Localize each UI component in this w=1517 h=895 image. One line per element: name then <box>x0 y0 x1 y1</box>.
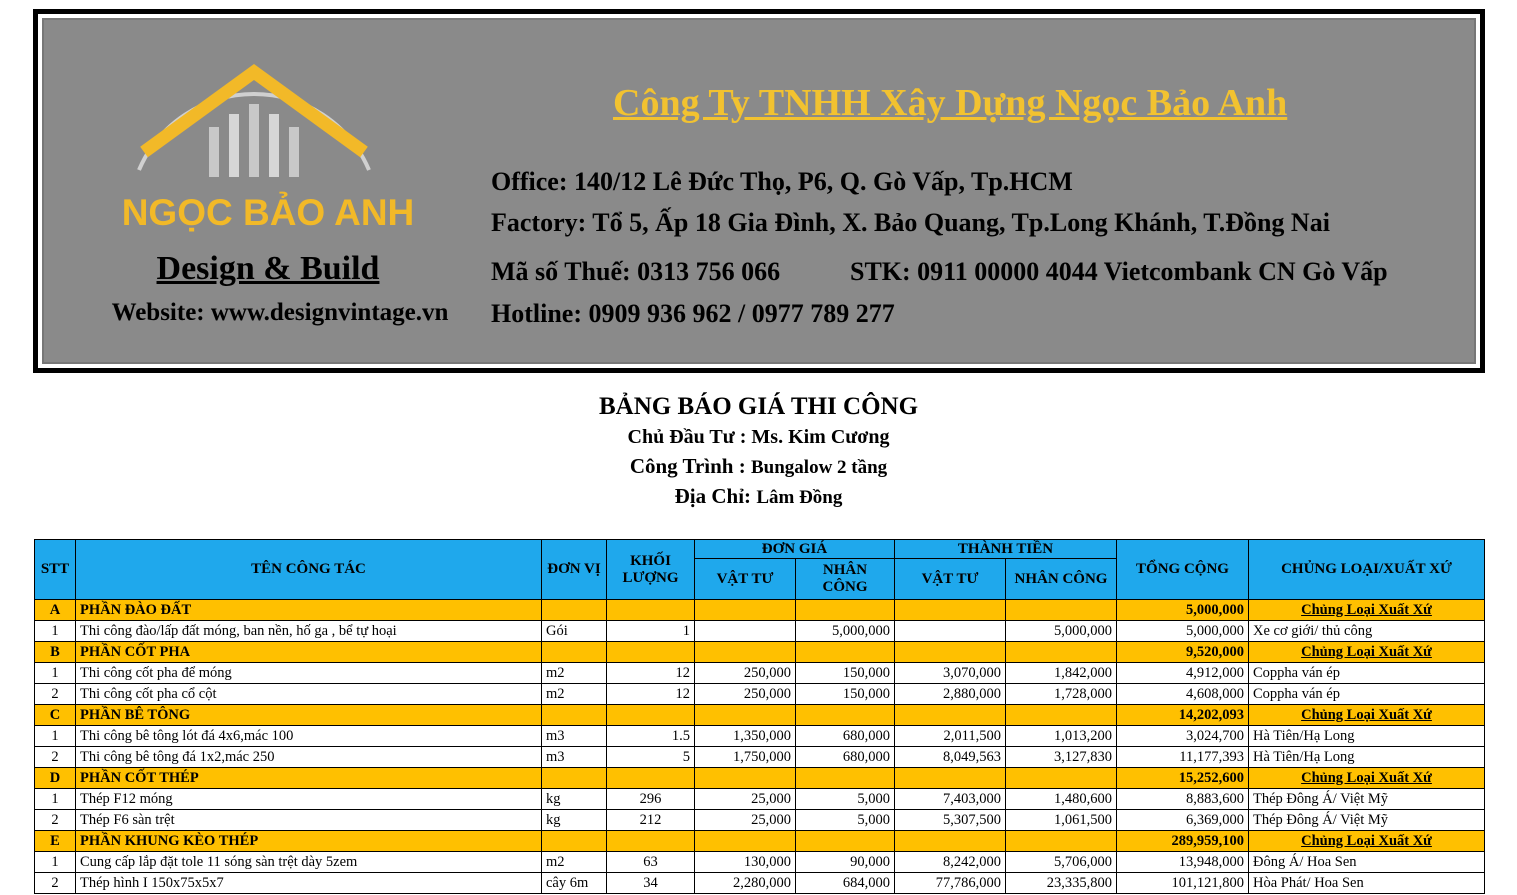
company-banner <box>33 9 1485 373</box>
row-unit: cây 6m <box>542 873 607 894</box>
row-unit-price-material: 250,000 <box>695 684 796 705</box>
row-quantity: 296 <box>607 789 695 810</box>
row-unit: kg <box>542 789 607 810</box>
table-row <box>35 852 1485 873</box>
row-amount-material: 2,880,000 <box>895 684 1006 705</box>
row-origin: Hà Tiên/Hạ Long <box>1249 726 1485 747</box>
row-task-name: Thi công đào/lấp đất móng, ban nền, hố ga , bể tự hoại <box>76 621 542 642</box>
empty-cell <box>1006 768 1117 789</box>
address-value: Lâm Đồng <box>756 487 843 508</box>
factory-address: Factory: Tổ 5, Ấp 18 Gia Đình, X. Bảo Quang, Tp.Long Khánh, T.Đồng Nai <box>491 208 1330 237</box>
section-code: E <box>35 831 76 852</box>
tax-code: Mã số Thuế: 0313 756 066 <box>491 257 781 286</box>
empty-cell <box>796 768 895 789</box>
empty-cell <box>895 705 1006 726</box>
row-unit-price-material: 130,000 <box>695 852 796 873</box>
empty-cell <box>796 831 895 852</box>
row-quantity: 12 <box>607 684 695 705</box>
row-stt: 2 <box>35 810 76 831</box>
row-amount-labor: 23,335,800 <box>1006 873 1117 894</box>
empty-cell <box>695 831 796 852</box>
empty-cell <box>607 831 695 852</box>
row-origin: Thép Đông Á/ Việt Mỹ <box>1249 789 1485 810</box>
house-roof-logo-icon <box>104 42 384 192</box>
table-row <box>35 810 1485 831</box>
row-amount-labor: 1,013,200 <box>1006 726 1117 747</box>
section-origin-label: Chủng Loại Xuất Xứ <box>1249 705 1485 726</box>
row-origin: Đông Á/ Hoa Sen <box>1249 852 1485 873</box>
table-row <box>35 726 1485 747</box>
row-amount-material: 3,070,000 <box>895 663 1006 684</box>
website-text: Website: www.designvintage.vn <box>111 299 449 326</box>
row-quantity: 63 <box>607 852 695 873</box>
section-origin-label: Chủng Loại Xuất Xứ <box>1249 831 1485 852</box>
empty-cell <box>1006 831 1117 852</box>
row-quantity: 34 <box>607 873 695 894</box>
empty-cell <box>542 600 607 621</box>
row-origin: Xe cơ giới/ thủ công <box>1249 621 1485 642</box>
section-code: A <box>35 600 76 621</box>
row-task-name: Thép F6 sàn trệt <box>76 810 542 831</box>
empty-cell <box>695 705 796 726</box>
row-unit-price-labor: 5,000,000 <box>796 621 895 642</box>
row-amount-material: 2,011,500 <box>895 726 1006 747</box>
row-amount-labor: 1,728,000 <box>1006 684 1117 705</box>
row-amount-material: 5,307,500 <box>895 810 1006 831</box>
row-unit: Gói <box>542 621 607 642</box>
row-total: 5,000,000 <box>1117 621 1249 642</box>
logo-brand-text: NGỌC BẢO ANH <box>121 192 415 233</box>
investor-line <box>0 426 1517 449</box>
row-amount-material: 77,786,000 <box>895 873 1006 894</box>
row-total: 8,883,600 <box>1117 789 1249 810</box>
table-row <box>35 789 1485 810</box>
row-total: 11,177,393 <box>1117 747 1249 768</box>
section-name: PHẦN ĐÀO ĐẤT <box>76 600 542 621</box>
table-row <box>35 663 1485 684</box>
section-origin-label: Chủng Loại Xuất Xứ <box>1249 642 1485 663</box>
row-unit-price-material: 1,750,000 <box>695 747 796 768</box>
empty-cell <box>695 768 796 789</box>
row-quantity: 12 <box>607 663 695 684</box>
section-total: 9,520,000 <box>1117 642 1249 663</box>
section-origin-label: Chủng Loại Xuất Xứ <box>1249 768 1485 789</box>
row-quantity: 1 <box>607 621 695 642</box>
project-label: Công Trình : <box>629 454 751 478</box>
row-total: 4,912,000 <box>1117 663 1249 684</box>
row-origin: Coppha ván ép <box>1249 684 1485 705</box>
row-amount-material <box>895 621 1006 642</box>
section-code: B <box>35 642 76 663</box>
office-address: Office: 140/12 Lê Đức Thọ, P6, Q. Gò Vấp, Tp.HCM <box>491 167 1073 196</box>
row-unit-price-labor: 150,000 <box>796 663 895 684</box>
row-stt: 2 <box>35 873 76 894</box>
row-unit: m3 <box>542 747 607 768</box>
investor-label: Chủ Đầu Tư : <box>627 426 752 448</box>
row-task-name: Cung cấp lắp đặt tole 11 sóng sàn trệt dày 5zem <box>76 852 542 873</box>
row-stt: 1 <box>35 663 76 684</box>
row-unit-price-labor: 680,000 <box>796 747 895 768</box>
row-quantity: 212 <box>607 810 695 831</box>
table-header <box>35 540 1485 600</box>
row-amount-labor: 1,480,600 <box>1006 789 1117 810</box>
row-unit-price-labor: 90,000 <box>796 852 895 873</box>
row-unit: m2 <box>542 852 607 873</box>
section-row <box>35 768 1485 789</box>
row-unit-price-labor: 150,000 <box>796 684 895 705</box>
empty-cell <box>796 642 895 663</box>
section-name: PHẦN CỐT PHA <box>76 642 542 663</box>
row-unit-price-labor: 684,000 <box>796 873 895 894</box>
row-amount-labor: 5,706,000 <box>1006 852 1117 873</box>
section-total: 14,202,093 <box>1117 705 1249 726</box>
table-row <box>35 621 1485 642</box>
section-row <box>35 642 1485 663</box>
empty-cell <box>895 768 1006 789</box>
address-label: Địa Chỉ: <box>674 484 757 508</box>
hotline: Hotline: 0909 936 962 / 0977 789 277 <box>491 299 895 328</box>
section-code: D <box>35 768 76 789</box>
empty-cell <box>1006 600 1117 621</box>
empty-cell <box>1006 642 1117 663</box>
empty-cell <box>695 600 796 621</box>
bank-account: STK: 0911 00000 4044 Vietcombank CN Gò Vấp <box>850 257 1388 286</box>
section-row <box>35 600 1485 621</box>
row-total: 6,369,000 <box>1117 810 1249 831</box>
row-unit-price-material: 25,000 <box>695 789 796 810</box>
project-value: Bungalow 2 tầng <box>750 457 888 478</box>
empty-cell <box>542 642 607 663</box>
section-total: 289,959,100 <box>1117 831 1249 852</box>
row-unit: m2 <box>542 663 607 684</box>
section-total: 15,252,600 <box>1117 768 1249 789</box>
row-total: 101,121,800 <box>1117 873 1249 894</box>
row-stt: 1 <box>35 621 76 642</box>
row-task-name: Thi công bê tông đá 1x2,mác 250 <box>76 747 542 768</box>
row-unit-price-material: 1,350,000 <box>695 726 796 747</box>
header-amount-material: VẬT TƯ <box>895 559 1006 600</box>
header-price-labor: NHÂN CÔNG <box>796 559 895 600</box>
row-amount-labor: 1,061,500 <box>1006 810 1117 831</box>
row-stt: 2 <box>35 684 76 705</box>
row-amount-labor: 1,842,000 <box>1006 663 1117 684</box>
row-origin: Thép Đông Á/ Việt Mỹ <box>1249 810 1485 831</box>
row-task-name: Thép hình I 150x75x5x7 <box>76 873 542 894</box>
empty-cell <box>895 600 1006 621</box>
empty-cell <box>607 705 695 726</box>
empty-cell <box>607 768 695 789</box>
table-row <box>35 684 1485 705</box>
empty-cell <box>607 600 695 621</box>
empty-cell <box>796 705 895 726</box>
row-task-name: Thi công cốt pha để móng <box>76 663 542 684</box>
row-unit-price-labor: 5,000 <box>796 810 895 831</box>
empty-cell <box>542 705 607 726</box>
section-row <box>35 705 1485 726</box>
header-amount: THÀNH TIỀN <box>895 540 1117 559</box>
project-line <box>0 454 1517 479</box>
empty-cell <box>607 642 695 663</box>
section-name: PHẦN KHUNG KÈO THÉP <box>76 831 542 852</box>
row-amount-material: 7,403,000 <box>895 789 1006 810</box>
row-unit-price-material: 25,000 <box>695 810 796 831</box>
header-name: TÊN CÔNG TÁC <box>76 540 542 600</box>
empty-cell <box>542 768 607 789</box>
header-total: TỔNG CỘNG <box>1117 540 1249 600</box>
row-unit: m2 <box>542 684 607 705</box>
row-unit: m3 <box>542 726 607 747</box>
table-row <box>35 747 1485 768</box>
row-unit-price-labor: 680,000 <box>796 726 895 747</box>
row-task-name: Thép F12 móng <box>76 789 542 810</box>
header-unit: ĐƠN VỊ <box>542 540 607 600</box>
row-origin: Hà Tiên/Hạ Long <box>1249 747 1485 768</box>
row-quantity: 5 <box>607 747 695 768</box>
header-origin: CHỦNG LOẠI/XUẤT XỨ <box>1249 540 1485 600</box>
header-amount-labor: NHÂN CÔNG <box>1006 559 1117 600</box>
row-stt: 1 <box>35 726 76 747</box>
section-row <box>35 831 1485 852</box>
row-origin: Coppha ván ép <box>1249 663 1485 684</box>
row-origin: Hòa Phát/ Hoa Sen <box>1249 873 1485 894</box>
row-task-name: Thi công bê tông lót đá 4x6,mác 100 <box>76 726 542 747</box>
section-name: PHẦN CỐT THÉP <box>76 768 542 789</box>
row-unit-price-material: 250,000 <box>695 663 796 684</box>
section-code: C <box>35 705 76 726</box>
row-stt: 1 <box>35 852 76 873</box>
row-stt: 1 <box>35 789 76 810</box>
section-total: 5,000,000 <box>1117 600 1249 621</box>
row-quantity: 1.5 <box>607 726 695 747</box>
investor-value: Ms. Kim Cương <box>751 426 890 448</box>
header-qty: KHỐI LƯỢNG <box>607 540 695 600</box>
section-name: PHẦN BÊ TÔNG <box>76 705 542 726</box>
empty-cell <box>1006 705 1117 726</box>
row-total: 13,948,000 <box>1117 852 1249 873</box>
empty-cell <box>695 642 796 663</box>
empty-cell <box>542 831 607 852</box>
row-unit-price-labor: 5,000 <box>796 789 895 810</box>
logo-tagline: Design & Build <box>156 250 380 287</box>
row-unit-price-material: 2,280,000 <box>695 873 796 894</box>
row-unit: kg <box>542 810 607 831</box>
empty-cell <box>895 831 1006 852</box>
empty-cell <box>796 600 895 621</box>
header-stt: STT <box>35 540 76 600</box>
row-amount-material: 8,242,000 <box>895 852 1006 873</box>
header-unit-price: ĐƠN GIÁ <box>695 540 895 559</box>
address-line <box>0 484 1517 509</box>
row-task-name: Thi công cốt pha cổ cột <box>76 684 542 705</box>
row-amount-labor: 3,127,830 <box>1006 747 1117 768</box>
row-amount-material: 8,049,563 <box>895 747 1006 768</box>
document-title: BẢNG BÁO GIÁ THI CÔNG <box>598 393 919 420</box>
company-name: Công Ty TNHH Xây Dựng Ngọc Bảo Anh <box>613 82 1288 124</box>
header-price-material: VẬT TƯ <box>695 559 796 600</box>
row-unit-price-material <box>695 621 796 642</box>
empty-cell <box>895 642 1006 663</box>
row-total: 4,608,000 <box>1117 684 1249 705</box>
row-total: 3,024,700 <box>1117 726 1249 747</box>
row-amount-labor: 5,000,000 <box>1006 621 1117 642</box>
table-body <box>35 600 1485 894</box>
section-origin-label: Chủng Loại Xuất Xứ <box>1249 600 1485 621</box>
table-row <box>35 873 1485 894</box>
quote-table <box>34 539 1485 894</box>
row-stt: 2 <box>35 747 76 768</box>
